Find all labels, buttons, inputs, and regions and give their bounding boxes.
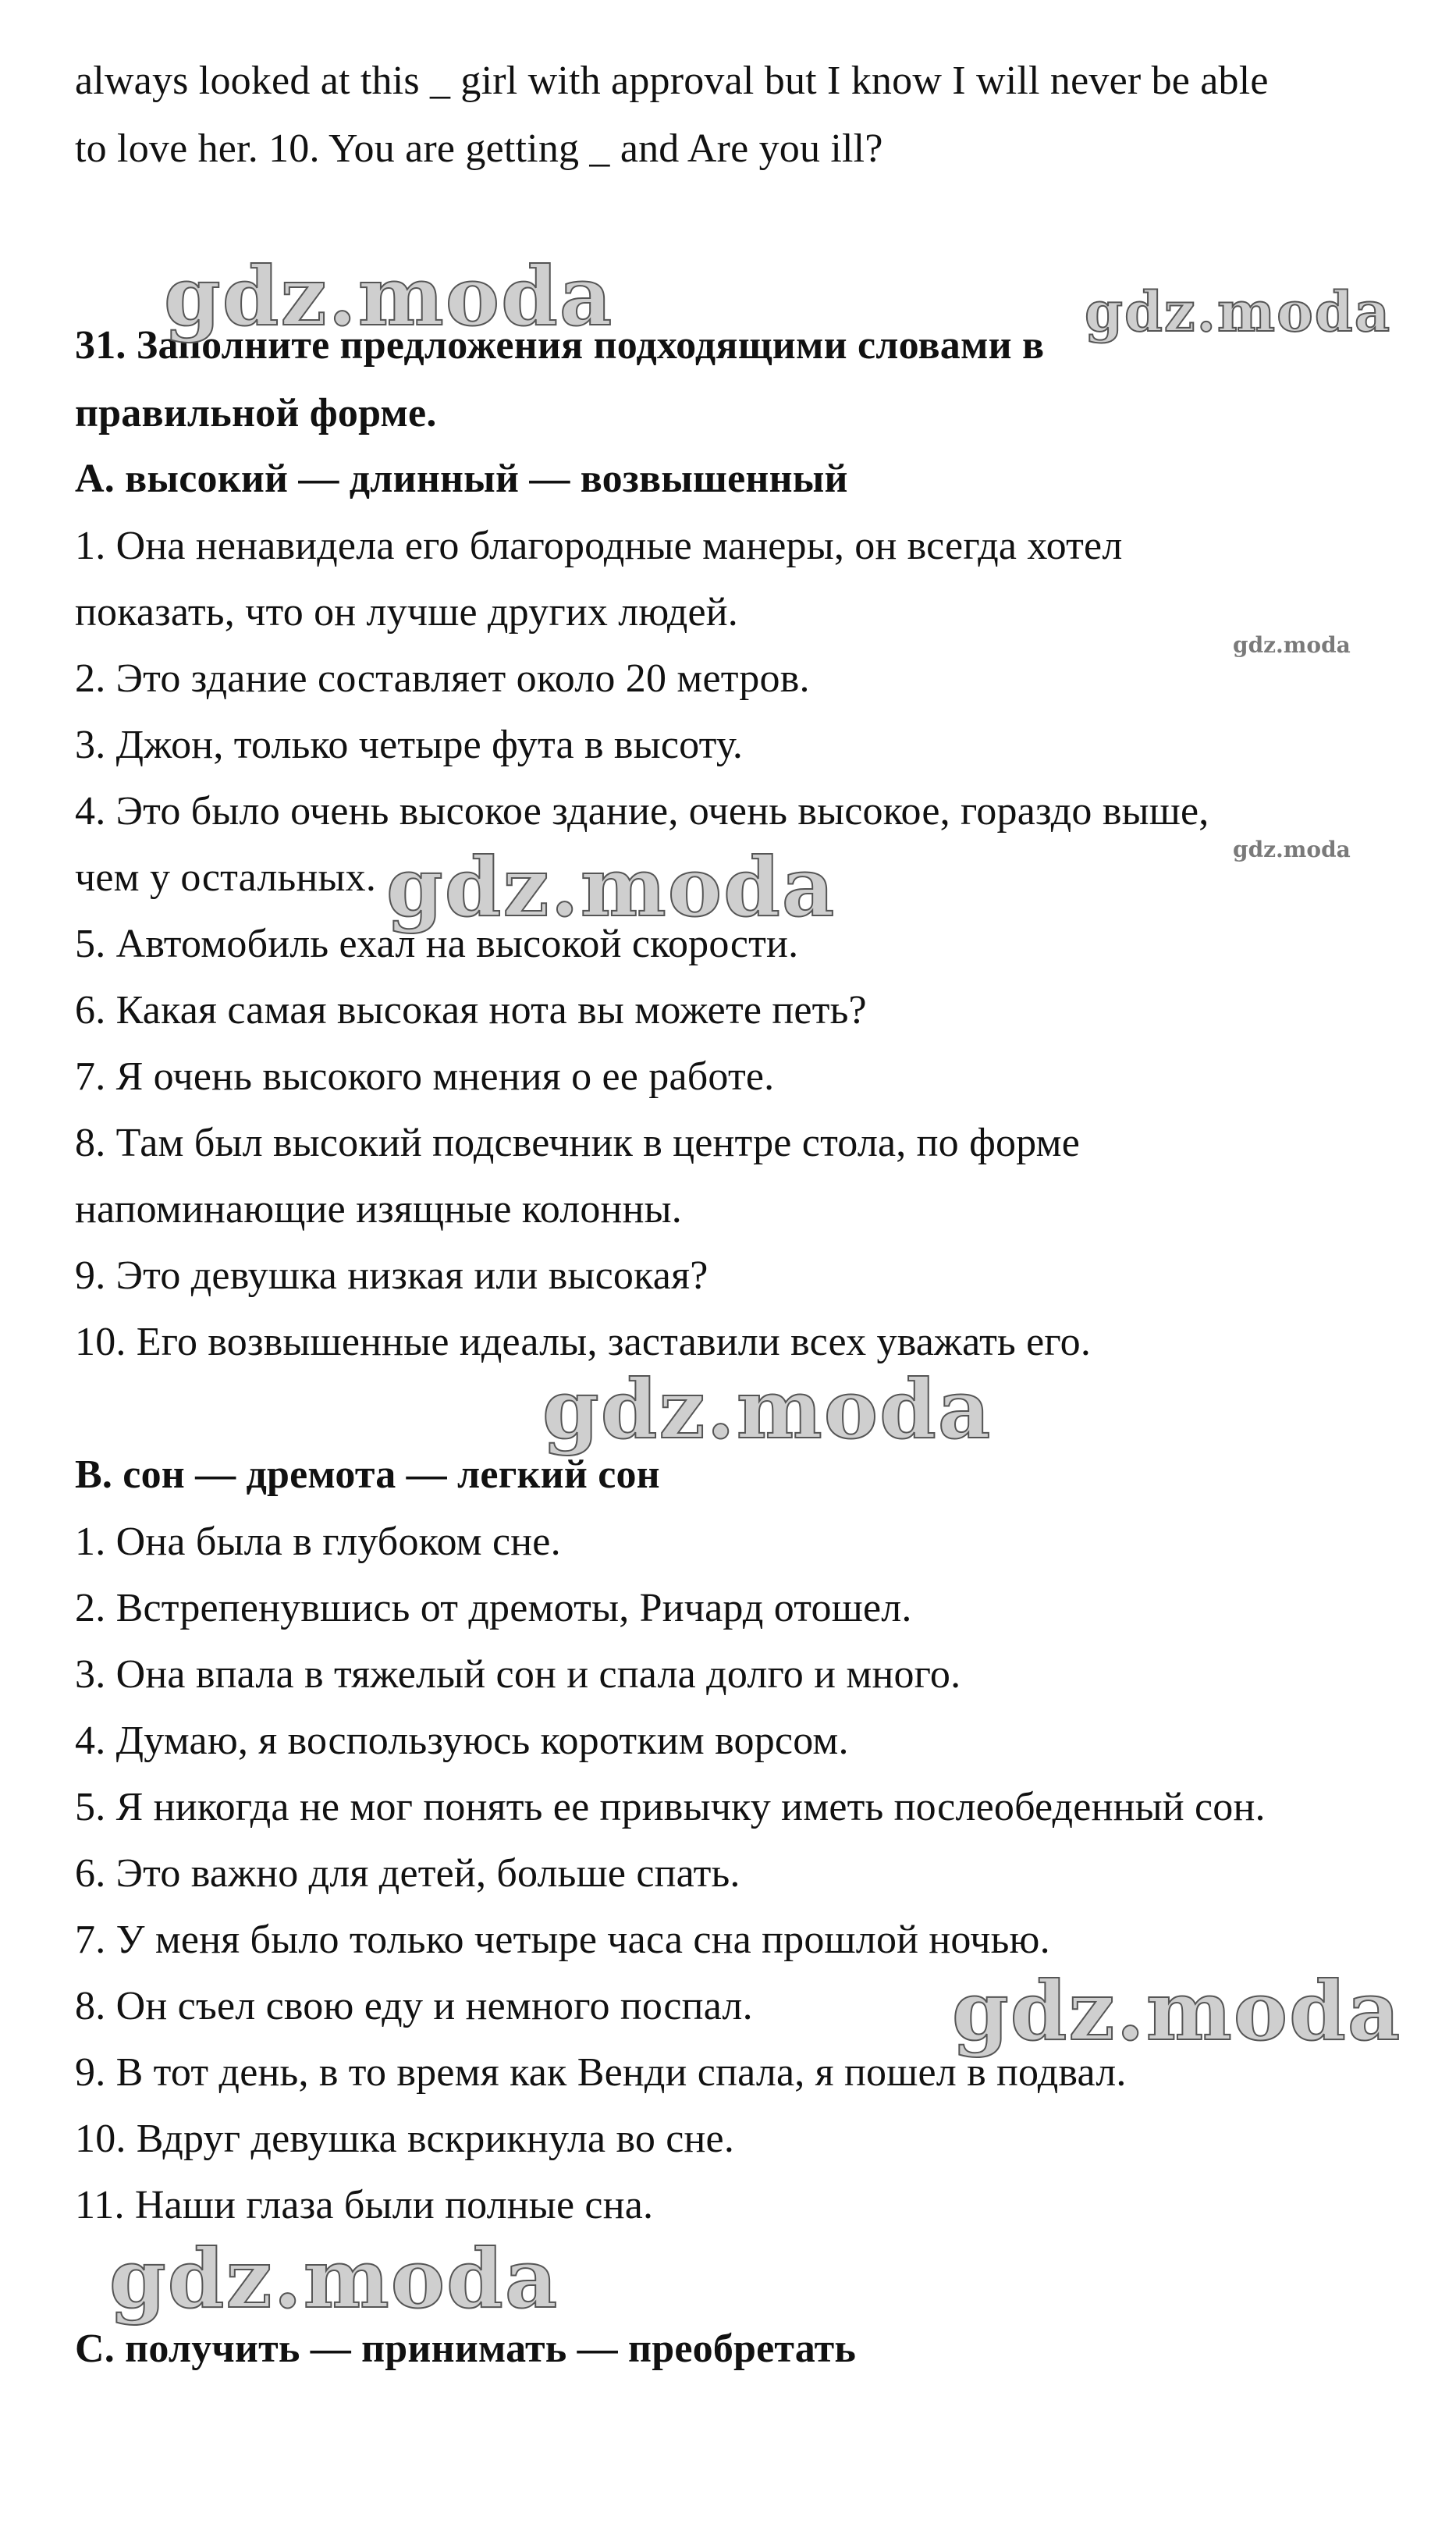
watermark-logo: gdz.moda: [164, 248, 614, 344]
section-a-line: 8. Там был высокий подсвечник в центре стола, по форме: [75, 1121, 1080, 1165]
section-b-line: 8. Он съел свою еду и немного поспал.: [75, 1984, 753, 2028]
section-a-line: 4. Это было очень высокое здание, очень высокое, гораздо выше,: [75, 789, 1209, 834]
section-b-line: 6. Это важно для детей, больше спать.: [75, 1851, 740, 1896]
section-a-line: 2. Это здание составляет около 20 метров.: [75, 656, 810, 701]
section-a-heading: A. высокий — длинный — возвышенный: [75, 457, 848, 501]
watermark-logo: gdz.moda: [109, 2231, 559, 2327]
section-b-line: 5. Я никогда не мог понять ее привычку иметь послеобеденный сон.: [75, 1785, 1266, 1829]
text-line-top-2: to love her. 10. You are getting _ and Are you ill?: [75, 126, 883, 171]
section-a-line: 9. Это девушка низкая или высокая?: [75, 1253, 708, 1298]
section-a-line: 10. Его возвышенные идеалы, заставили всех уважать его.: [75, 1320, 1092, 1364]
exercise-title-line-2: правильной форме.: [75, 391, 437, 435]
section-a-line: показать, что он лучше других людей.: [75, 590, 738, 635]
section-a-line: 3. Джон, только четыре фута в высоту.: [75, 723, 744, 767]
section-a-line: 6. Какая самая высокая нота вы можете петь?: [75, 988, 867, 1033]
section-a-line: напоминающие изящные колонны.: [75, 1187, 682, 1232]
watermark-logo: gdz.moda: [1233, 837, 1351, 862]
section-b-line: 10. Вдруг девушка вскрикнула во сне.: [75, 2117, 735, 2161]
section-b-line: 7. У меня было только четыре часа сна прошлой ночью.: [75, 1918, 1050, 1962]
section-b-line: 11. Наши глаза были полные сна.: [75, 2183, 654, 2227]
section-a-line: 7. Я очень высокого мнения о ее работе.: [75, 1054, 775, 1099]
section-a-line: 1. Она ненавидела его благородные манеры, он всегда хотел: [75, 524, 1123, 568]
section-b-line: 4. Думаю, я воспользуюсь коротким ворсом.: [75, 1719, 849, 1763]
section-b-line: 3. Она впала в тяжелый сон и спала долго и много.: [75, 1652, 961, 1697]
section-b-line: 2. Встрепенувшись от дремоты, Ричард отошел.: [75, 1586, 912, 1630]
section-a-line: 5. Автомобиль ехал на высокой скорости.: [75, 922, 799, 966]
section-a-line: чем у остальных.: [75, 855, 377, 900]
text-line-top-1: always looked at this _ girl with approval but I know I will never be able: [75, 59, 1269, 103]
section-b-line: 1. Она была в глубоком сне.: [75, 1520, 561, 1564]
exercise-title-line-1: 31. Заполните предложения подходящими словами в: [75, 323, 1045, 368]
section-b-line: 9. В тот день, в то время как Венди спала, я пошел в подвал.: [75, 2050, 1127, 2095]
watermark-logo: gdz.moda: [542, 1361, 993, 1457]
watermark-logo: gdz.moda: [386, 839, 836, 935]
section-c-heading: C. получить — принимать — преобретать: [75, 2327, 857, 2371]
watermark-logo: gdz.moda: [952, 1963, 1402, 2059]
section-b-heading: B. сон — дремота — легкий сон: [75, 1452, 660, 1497]
watermark-logo: gdz.moda: [1085, 279, 1392, 344]
watermark-logo: gdz.moda: [1233, 632, 1351, 658]
